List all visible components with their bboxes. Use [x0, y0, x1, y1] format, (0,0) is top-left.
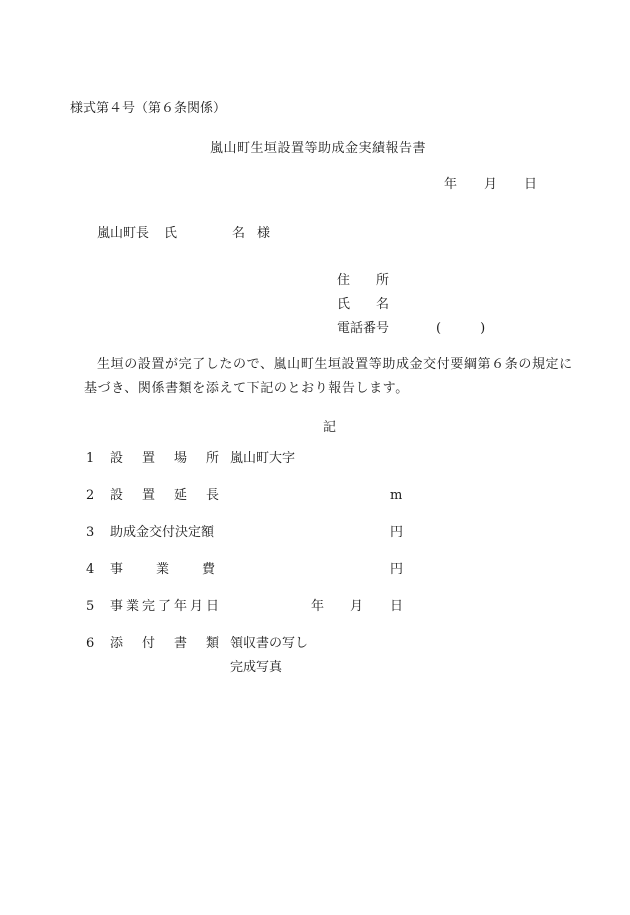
phone-label: 電話番号 — [337, 321, 390, 336]
addressee-name: 嵐山町長 — [97, 226, 150, 241]
name-label: 氏 名 — [337, 297, 390, 312]
address-label: 住 所 — [337, 273, 390, 288]
item-label: 助成金交付決定額 — [110, 525, 215, 540]
date-month-label: 月 — [484, 177, 498, 192]
item-number: 2 — [86, 488, 95, 503]
form-number: 様式第４号（第６条関係） — [70, 101, 227, 116]
completion-day-label: 日 — [390, 599, 404, 614]
attachment-item: 完成写真 — [230, 660, 283, 675]
item-unit: 円 — [390, 562, 404, 577]
item-number: 4 — [86, 562, 121, 577]
document-title: 嵐山町生垣設置等助成金実績報告書 — [210, 141, 427, 156]
item-number: 5 — [86, 599, 95, 614]
date-day-label: 日 — [524, 177, 538, 192]
body-line-2: 基づき、関係書類を添えて下記のとおり報告します。 — [84, 381, 409, 396]
item-label: 設置延長 — [110, 488, 239, 503]
item-unit: m — [390, 488, 403, 503]
item-number: 3 — [86, 525, 95, 540]
phone-parens: ( ) — [436, 321, 486, 336]
item-label: 添付書類 — [110, 636, 239, 651]
attachment-item: 領収書の写し — [230, 636, 309, 651]
item-number: 1 — [86, 451, 95, 466]
body-line-1: 生垣の設置が完了したので、嵐山町生垣設置等助成金交付要綱第６条の規定に — [97, 357, 573, 372]
ki-marker: 記 — [323, 420, 337, 435]
addressee-honorific-2: 名 — [232, 226, 246, 241]
addressee-honorific-1: 氏 — [164, 226, 178, 241]
completion-year-label: 年 — [311, 599, 325, 614]
item-value: 嵐山町大字 — [230, 451, 296, 466]
addressee-sama: 様 — [257, 226, 271, 241]
item-label: 設置場所 — [110, 451, 239, 466]
completion-month-label: 月 — [350, 599, 364, 614]
item-number: 6 — [86, 636, 95, 651]
item-unit: 円 — [390, 525, 404, 540]
item-label: 事業費 — [110, 562, 249, 577]
item-label: 事業完了年月日 — [110, 599, 223, 614]
date-year-label: 年 — [444, 177, 458, 192]
